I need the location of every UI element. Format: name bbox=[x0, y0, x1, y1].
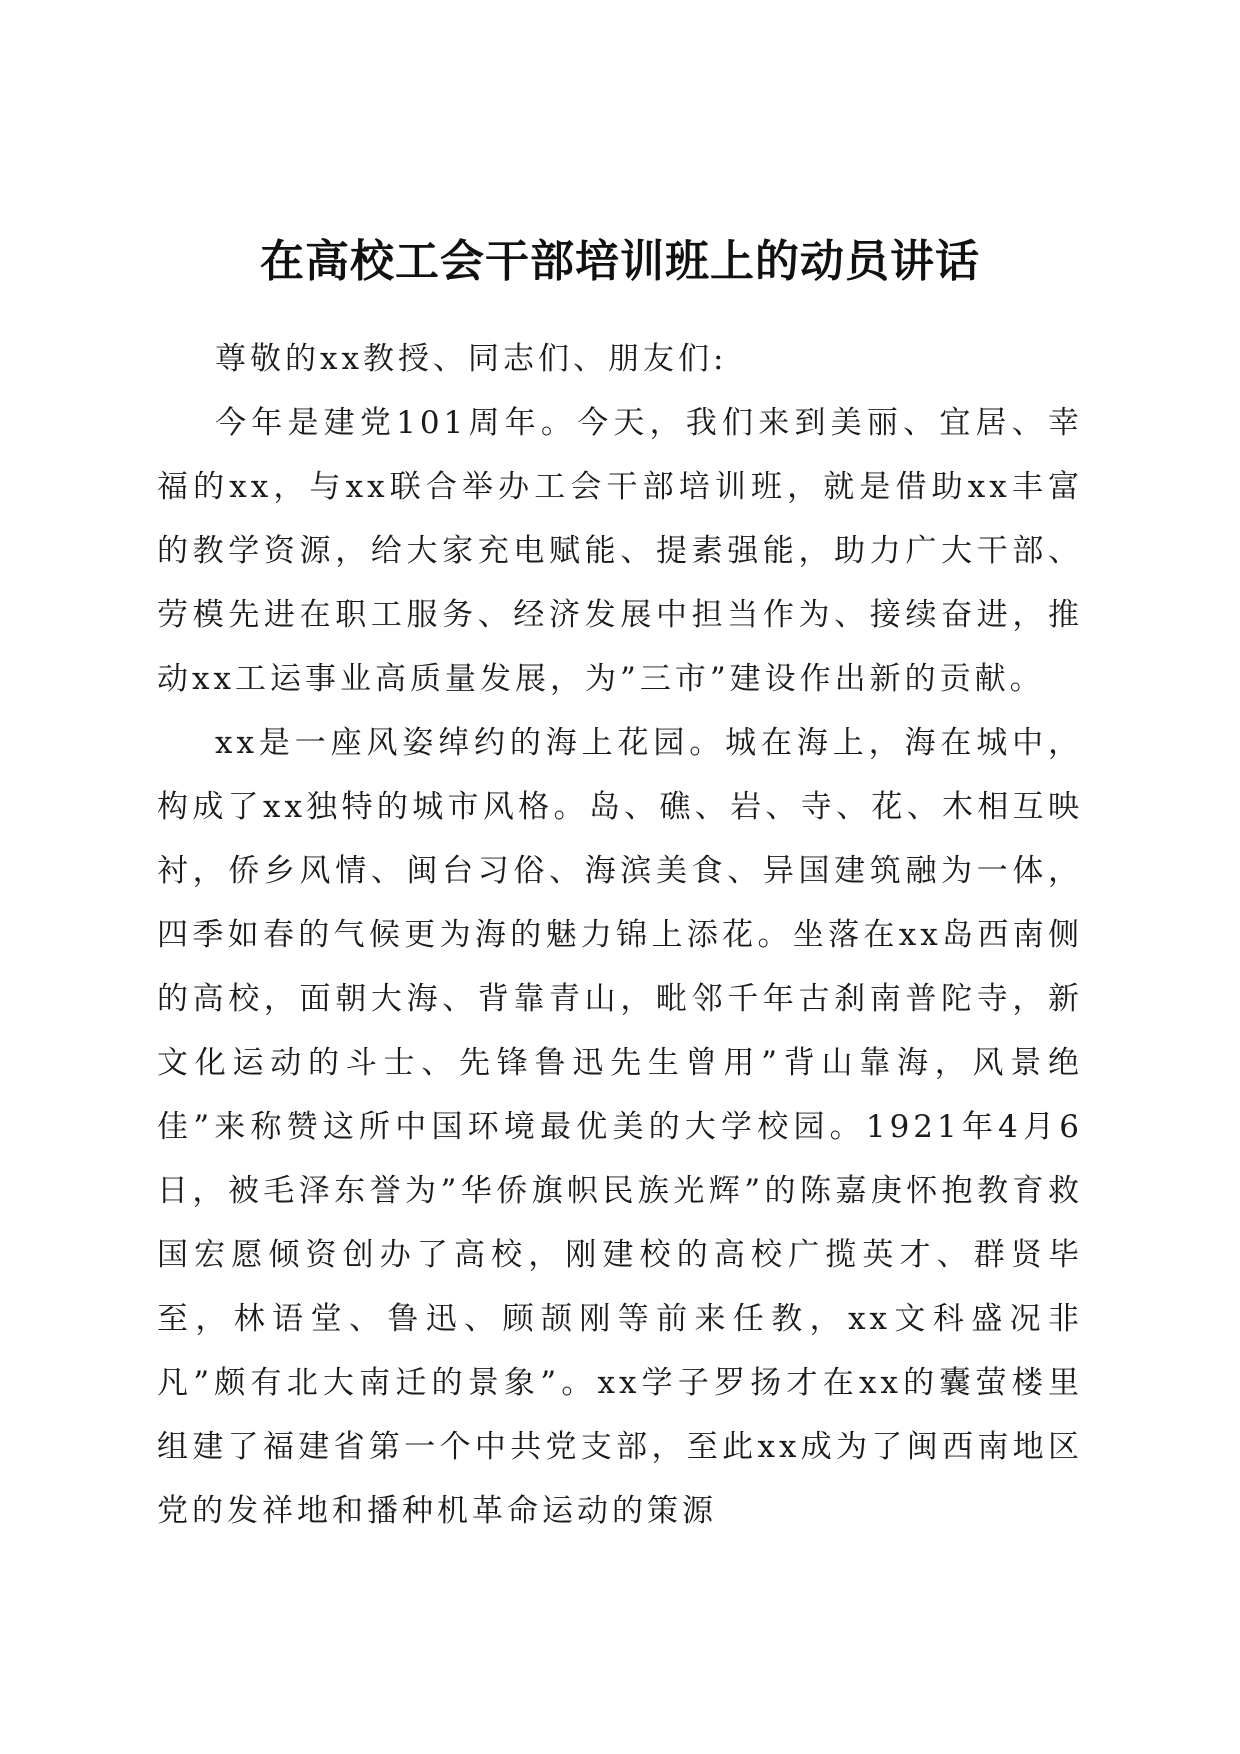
document-title: 在高校工会干部培训班上的动员讲话 bbox=[260, 236, 980, 287]
body-paragraph: xx是一座风姿绰约的海上花园。城在海上，海在城中，构成了xx独特的城市风格。岛、礁、岩、寺、花、木相互映衬，侨乡风情、闽台习俗、海滨美食、异国建筑融为一体，四季如春的气候更为海的魅力锦上添花。坐落在xx岛西南侧的高校，面朝大海、背靠青山，毗邻千年古刹南普陀寺，新文化运动的斗士、先锋鲁迅先生曾用”背山靠海，风景绝佳”来称赞这所中国环境最优美的大学校园。1921年4月6日，被毛泽东誉为”华侨旗帜民族光辉”的陈嘉庚怀抱教育救国宏愿倾资创办了高校，刚建校的高校广揽英才、群贤毕至，林语堂、鲁迅、顾颉刚等前来任教，xx文科盛况非凡”颇有北大南迁的景象”。xx学子罗扬才在xx的囊萤楼里组建了福建省第一个中共党支部，至此xx成为了闽西南地区党的发祥地和播种机革命运动的策源 bbox=[157, 725, 1083, 1529]
salutation-paragraph: 尊敬的xx教授、同志们、朋友们: bbox=[215, 341, 728, 377]
body-paragraph: 今年是建党101周年。今天，我们来到美丽、宜居、幸福的xx，与xx联合举办工会干部培训班，就是借助xx丰富的教学资源，给大家充电赋能、提素强能，助力广大干部、劳模先进在职工服务、经济发展中担当作为、接续奋进，推动xx工运事业高质量发展，为”三市”建设作出新的贡献。 bbox=[157, 405, 1083, 697]
document-body bbox=[157, 327, 1083, 1543]
